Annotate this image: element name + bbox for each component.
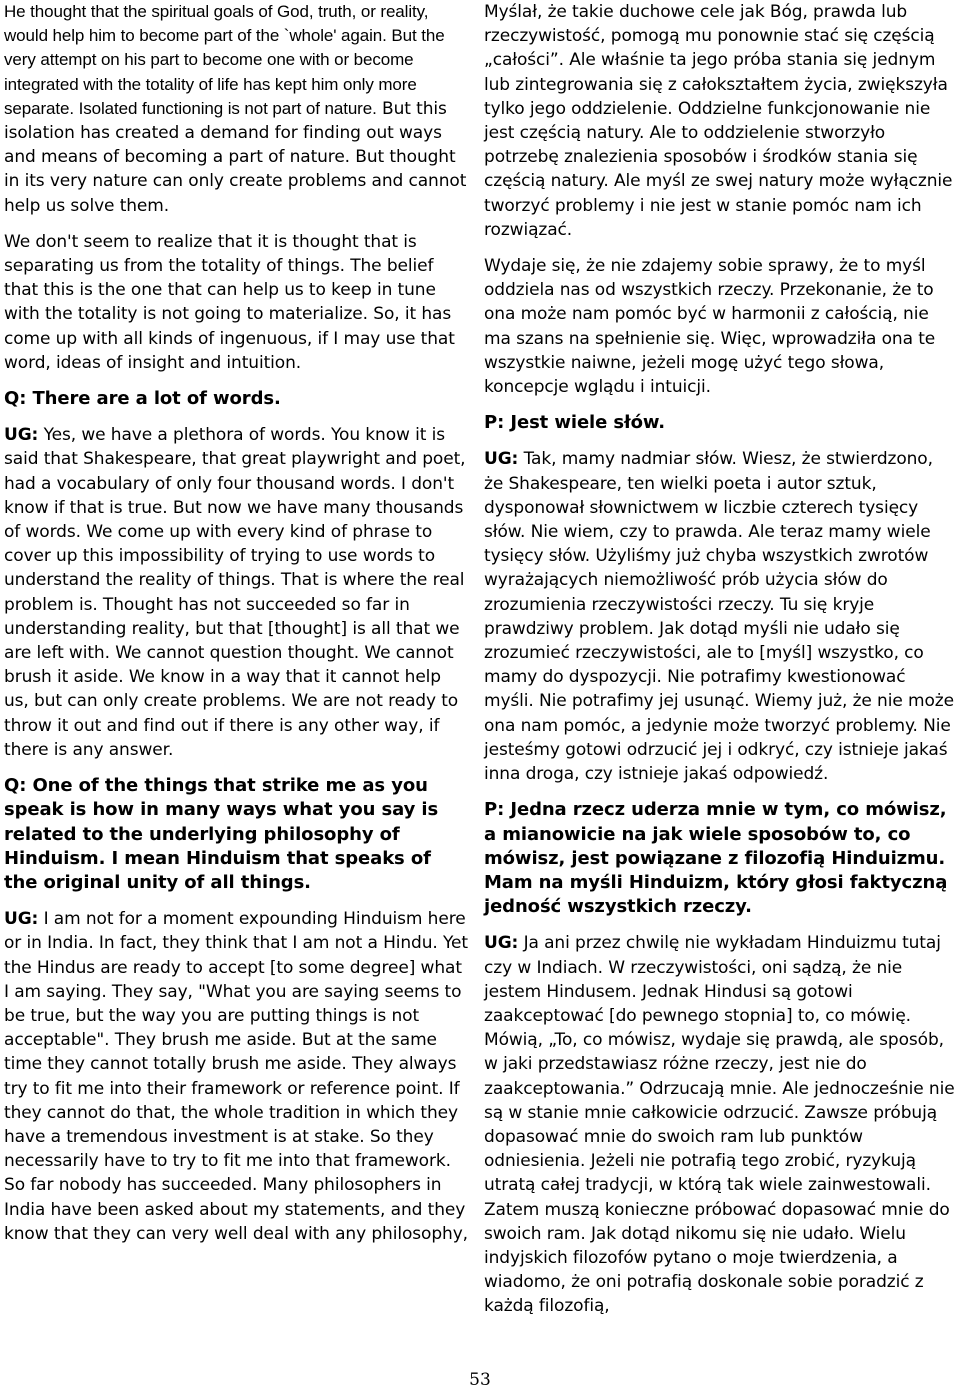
- english-paragraph-1-text: He thought that the spiritual goals of God, truth, or reality, would help him to become part of the `whole' again. But the very attempt on his part to become one with or become integrated with the totality of life has kept him only more separate. Isolated functioning is not part of nature.: [4, 2, 445, 118]
- polish-answer-1: [484, 447, 956, 786]
- english-question-1: Q: There are a lot of words.: [4, 388, 281, 410]
- english-paragraph-1b-text: But this isolation has created a demand for finding out ways and means of becoming a part of nature. But thought in its very nature can only create problems and cannot help us solve them.: [4, 98, 467, 216]
- english-question-2: Q: One of the things that strike me as you speak is how in many ways what you say is related to the underlying philosophy of Hinduism. I mean Hinduism that speaks of the original unity of all things.: [4, 775, 439, 893]
- english-paragraph-1: [4, 0, 470, 218]
- page-number: 53: [469, 1370, 491, 1390]
- polish-paragraph-1: Myślał, że takie duchowe cele jak Bóg, prawda lub rzeczywistość, pomogą mu ponownie stać się częścią „całości”. Ale właśnie ta jego próba stania się jednym lub zintegrowania się z całokształtem życia, zwiększyła tylko jego oddzielenie. Oddzielne funkcjonowanie nie jest częścią natury. Ale to oddzielenie stworzyło potrzebę znalezienia sposobów i środków stania się częścią natury. Ale myśl ze swej natury może wyłącznie tworzyć problemy i nie jest w stanie pomóc nam ich rozwiązać.: [484, 2, 953, 240]
- polish-paragraph-2: Wydaje się, że nie zdajemy sobie sprawy, że to myśl oddziela nas od wszystkich rzeczy. Przekonanie, że to ona może nam pomóc być w harmonii z całością, nie ma szans na spełnienie się. Więc, wprowadziła ona te wszystkie naiwne, jeżeli mogę użyć tego słowa, koncepcje wglądu i intuicji.: [484, 256, 936, 398]
- english-answer-2: [4, 907, 470, 1246]
- polish-answer-2: [484, 931, 956, 1318]
- english-answer-2-text: I am not for a moment expounding Hinduism here or in India. In fact, they think that I am not a Hindu. Yet the Hindus are ready to accept [to some degree] what I am saying. They say, "What you are saying seems to be true, but the way you are putting things is not acceptable". They brush me aside. But at the same time they cannot totally brush me aside. They always try to fit me into their framework or reference point. If they cannot do that, the whole tradition in which they have a tremendous investment is at stake. So they necessarily have to try to fit me into that framework. So far nobody has succeeded. Many philosophers in India have been asked about my statements, and they know that they can very well deal with any philosophy,: [4, 909, 468, 1244]
- polish-answer-1-text: Tak, mamy nadmiar słów. Wiesz, że stwierdzono, że Shakespeare, ten wielki poeta i autor sztuk, dysponował słownictwem w liczbie czterech tysięcy słów. Nie wiem, czy to prawda. Ale teraz mamy wiele tysięcy słów. Użyliśmy już chyba wszystkich zwrotów wyrażających niemożliwość prób użycia słów do zrozumienia rzeczywistości rzeczy. Tu się kryje prawdziwy problem. Jak dotąd myśli nie udało się zrozumieć rzeczywistości, ale to [myśl] wszystko, co mamy do dyspozycji. Nie potrafimy kwestionować myśli. Nie potrafimy jej usunąć. Wiemy już, że nie może ona nam pomóc, a jedynie może tworzyć problemy. Nie jesteśmy gotowi odrzucić jej i odkryć, czy istnieje jakaś inna droga, czy istnieje jakaś odpowiedź.: [484, 449, 954, 785]
- english-answer-1: [4, 423, 470, 762]
- polish-question-2: P: Jedna rzecz uderza mnie w tym, co mówisz, a mianowicie na jak wiele sposobów to, co mówisz, jest powiązane z filozofią Hinduizmu. Mam na myśli Hinduizm, który głosi faktyczną jedność wszystkich rzeczy.: [484, 799, 948, 918]
- polish-question-1: P: Jest wiele słów.: [484, 412, 665, 434]
- polish-answer-2-text: Ja ani przez chwilę nie wykładam Hinduizmu tutaj czy w Indiach. W rzeczywistości, oni sądzą, że nie jestem Hindusem. Jednak Hindusi są gotowi zaakceptować [do pewnego stopnia] to, co mówię. Mówią, „To, co mówisz, wydaje się prawdą, ale sposób, w jaki przedstawiasz różne rzeczy, jest nie do zaakceptowania.” Odrzucają mnie. Ale jednocześnie nie są w stanie mnie całkowicie odrzucić. Zawsze próbują dopasować mnie do swoich ram lub punktów odniesienia. Jeżeli nie potrafią tego zrobić, ryzykują utratą całej tradycji, w którą tak wiele zainwestowali. Zatem muszą konieczne próbować dopasować mnie do swoich ram. Jak dotąd nikomu się nie udało. Wielu indyjskich filozofów pytano o moje twierdzenia, a wiadomo, że oni potrafią doskonale sobie poradzić z każdą filozofią,: [484, 933, 955, 1317]
- english-paragraph-2: We don't seem to realize that it is thought that is separating us from the totality of things. The belief that this is the one that can help us to keep in tune with the totality is not going to materialize. So, it has come up with all kinds of ingenuous, if I may use that word, ideas of insight and intuition.: [4, 231, 455, 373]
- speaker-label: UG:: [4, 425, 39, 446]
- english-column: [4, 0, 470, 1258]
- polish-column: [484, 0, 956, 1331]
- english-answer-1-text: Yes, we have a plethora of words. You know it is said that Shakespeare, that great playwright and poet, had a vocabulary of only four thousand words. I don't know if that is true. But now we have many thousands of words. We come up with every kind of phrase to cover up this impossibility of trying to use words to understand the reality of things. That is where the real problem is. Thought has not succeeded so far in understanding reality, but that [thought] is all that we are left with. We cannot question thought. We cannot brush it aside. We know in a way that it cannot help us, but can only create problems. We are not ready to throw it out and find out if there is any other way, if there is any answer.: [4, 425, 466, 760]
- speaker-label: UG:: [4, 909, 39, 930]
- speaker-label: UG:: [484, 449, 519, 470]
- speaker-label: UG:: [484, 933, 519, 954]
